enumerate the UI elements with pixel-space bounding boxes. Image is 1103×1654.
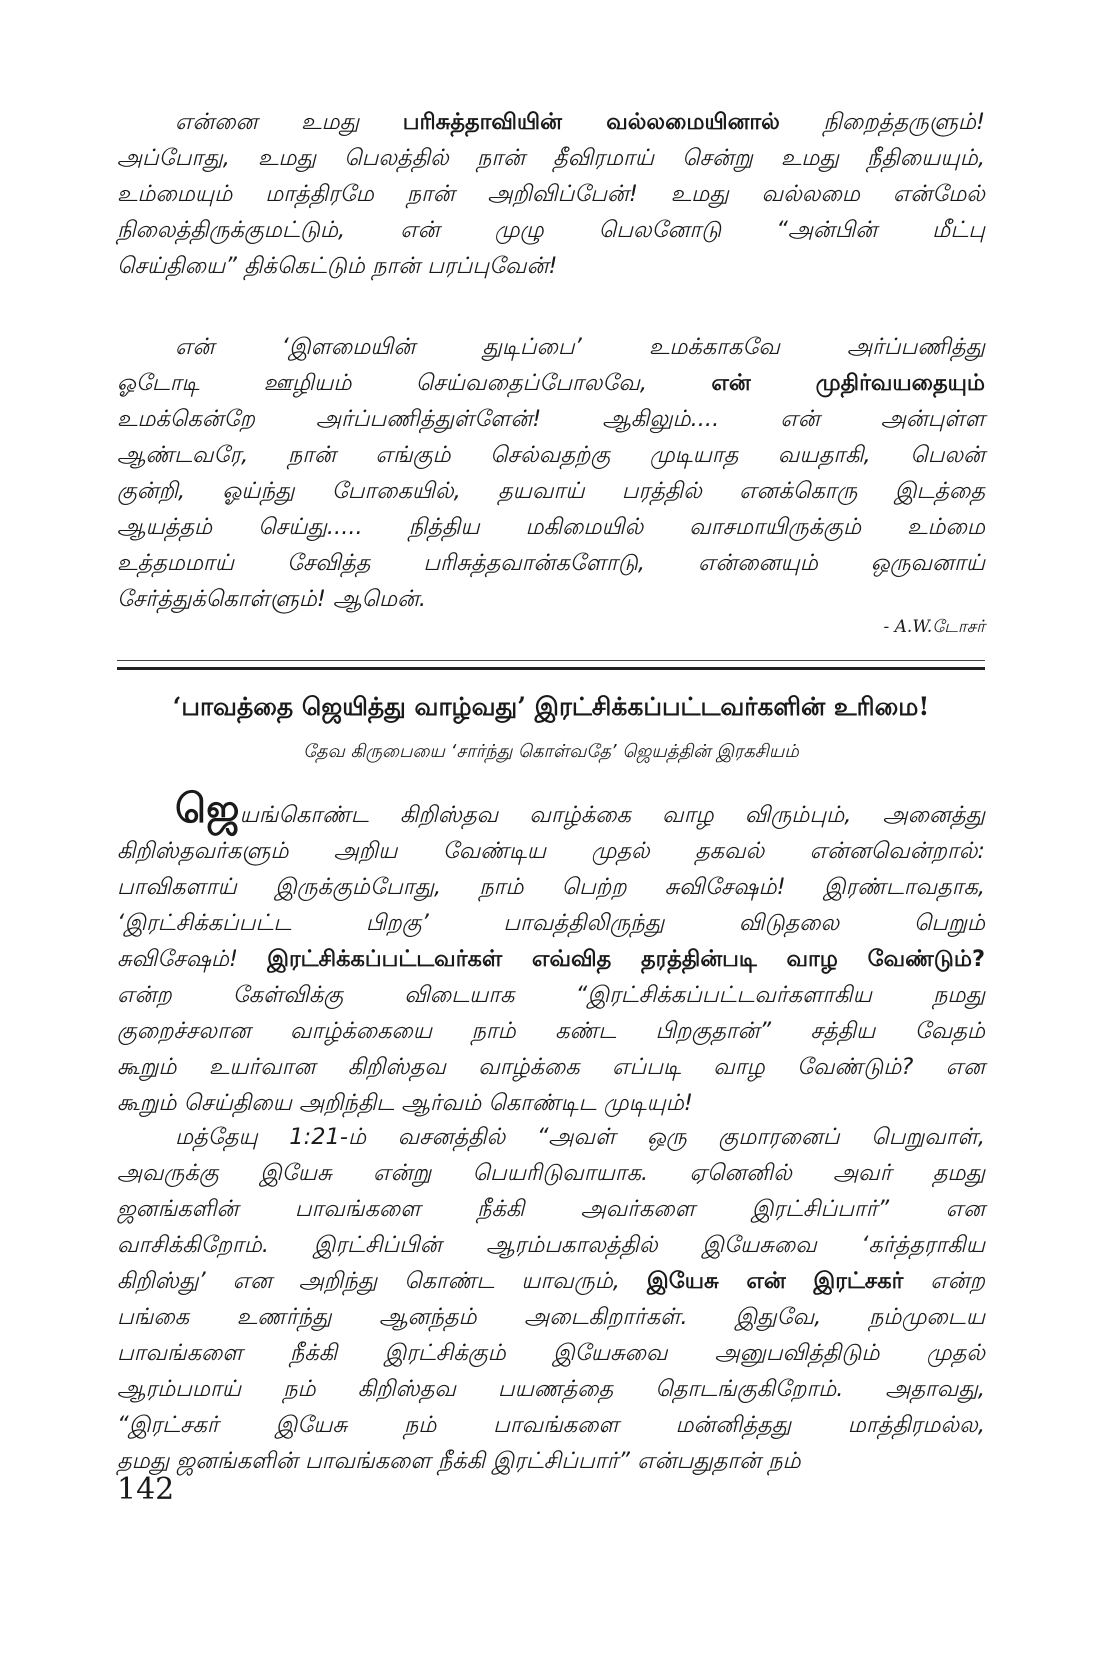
bold-text: இரட்சிக்கப்பட்டவர்கள் எவ்வித தரத்தின்படி வாழ வேண்டும்?	[267, 946, 985, 972]
text-span: பாவங்களை நீக்கி இரட்சிக்கும் இயேசுவை அனுபவித்திடும் முதல்	[117, 1340, 985, 1366]
text-line	[117, 437, 985, 473]
text-line	[117, 1299, 985, 1335]
prayer-paragraph-1	[117, 104, 985, 284]
bold-text: பரிசுத்தாவியின் வல்லமையினால்	[402, 109, 780, 135]
text-line	[117, 1227, 985, 1263]
text-span: செய்தியை” திக்கெட்டும் நான் பரப்புவேன்!	[117, 253, 558, 279]
text-span: ஆரம்பமாய் நம் கிறிஸ்தவ பயணத்தை தொடங்குகிறோம். அதாவது,	[117, 1376, 985, 1402]
text-span: குன்றி, ஓய்ந்து போகையில், தயவாய் பரத்தில் எனக்கொரு இடத்தை	[117, 478, 985, 504]
text-line	[117, 329, 985, 365]
bold-text: என் முதிர்வயதையும்	[711, 370, 985, 396]
text-span: தமது ஜனங்களின் பாவங்களை நீக்கி இரட்சிப்பார்” என்பதுதான் நம்	[117, 1448, 801, 1474]
text-line	[117, 1013, 985, 1049]
text-line	[117, 104, 985, 140]
page-number: 142	[117, 1472, 175, 1507]
text-line	[117, 473, 985, 509]
text-line	[117, 905, 985, 941]
text-line	[117, 140, 985, 176]
text-line	[117, 1119, 985, 1155]
text-span: சேர்த்துக்கொள்ளும்! ஆமென்.	[117, 586, 427, 612]
text-span: பங்கை உணர்ந்து ஆனந்தம் அடைகிறார்கள். இதுவே, நம்முடைய	[117, 1304, 985, 1330]
text-line	[117, 1049, 985, 1085]
text-span: ஆயத்தம் செய்து..... நித்திய மகிமையில் வாசமாயிருக்கும் உம்மை	[117, 514, 985, 540]
article-paragraph-2	[117, 1119, 985, 1479]
text-line	[117, 545, 985, 581]
text-span: ஜனங்களின் பாவங்களை நீக்கி அவர்களை இரட்சிப்பார்” என	[117, 1196, 985, 1222]
text-line	[117, 248, 985, 284]
drop-cap: ஜெ	[175, 786, 240, 832]
text-line	[117, 786, 985, 833]
text-span: உம்மையும் மாத்திரமே நான் அறிவிப்பேன்! உமது வல்லமை என்மேல்	[117, 181, 985, 207]
text-span: கிறிஸ்தவர்களும் அறிய வேண்டிய முதல் தகவல் என்னவென்றால்:	[117, 838, 985, 864]
article-paragraph-1	[117, 786, 985, 1121]
text-line	[117, 869, 985, 905]
text-span: கூறும் உயர்வான கிறிஸ்தவ வாழ்க்கை எப்படி வாழ வேண்டும்? என	[117, 1054, 985, 1080]
text-line	[117, 1371, 985, 1407]
text-span: குறைச்சலான வாழ்க்கையை நாம் கண்ட பிறகுதான்” சத்திய வேதம்	[117, 1018, 985, 1044]
text-span: அப்போது, உமது பெலத்தில் நான் தீவிரமாய் சென்று உமது நீதியையும்,	[117, 145, 985, 171]
text-line	[117, 941, 985, 977]
text-line	[117, 833, 985, 869]
text-span: உத்தமமாய் சேவித்த பரிசுத்தவான்களோடு, என்னையும் ஒருவனாய்	[117, 550, 985, 576]
text-span: என்ற	[903, 1268, 985, 1294]
article-title: ‘பாவத்தை ஜெயித்து வாழ்வது’ இரட்சிக்கப்பட்டவர்களின் உரிமை!	[172, 692, 930, 721]
text-line	[117, 1085, 985, 1121]
text-span: என்ற கேள்விக்கு விடையாக “இரட்சிக்கப்பட்டவர்களாகிய நமது	[117, 982, 985, 1008]
text-span: பாவிகளாய் இருக்கும்போது, நாம் பெற்ற சுவிசேஷம்! இரண்டாவதாக,	[117, 874, 985, 900]
text-span: என்னை உமது	[175, 109, 403, 135]
text-span: “இரட்சகர் இயேசு நம் பாவங்களை மன்னித்தது மாத்திரமல்ல,	[117, 1412, 985, 1438]
text-line	[117, 1155, 985, 1191]
text-span: ஓடோடி ஊழியம் செய்வதைப்போலவே,	[117, 370, 712, 396]
attribution: - A.W.டோசர்	[883, 617, 985, 637]
divider-thin	[117, 660, 985, 661]
text-span: என் ‘இளமையின் துடிப்பை’ உமக்காகவே அர்ப்பணித்து	[175, 334, 985, 360]
text-span: உமக்கென்றே அர்ப்பணித்துள்ளேன்! ஆகிலும்.... என் அன்புள்ள	[117, 406, 985, 432]
prayer-paragraph-2	[117, 329, 985, 617]
text-span: ‘இரட்சிக்கப்பட்ட பிறகு’ பாவத்திலிருந்து விடுதலை பெறும்	[117, 910, 985, 936]
text-line	[117, 176, 985, 212]
text-line	[117, 1335, 985, 1371]
text-line	[117, 581, 985, 617]
text-span: நிறைத்தருளும்!	[779, 109, 985, 135]
text-line	[117, 977, 985, 1013]
article-subtitle: தேவ கிருபையை ‘சார்ந்து கொள்வதே’ ஜெயத்தின் இரகசியம்	[303, 741, 799, 762]
text-span: கிறிஸ்து’ என அறிந்து கொண்ட யாவரும்,	[117, 1268, 647, 1294]
text-span: சுவிசேஷம்!	[117, 946, 268, 972]
text-line	[117, 1443, 985, 1479]
text-span: கூறும் செய்தியை அறிந்திட ஆர்வம் கொண்டிட முடியும்!	[117, 1090, 693, 1116]
text-line	[117, 212, 985, 248]
text-span: வாசிக்கிறோம். இரட்சிப்பின் ஆரம்பகாலத்தில் இயேசுவை ‘கர்த்தராகிய	[117, 1232, 985, 1258]
text-line	[117, 1263, 985, 1299]
text-span: அவருக்கு இயேசு என்று பெயரிடுவாயாக. ஏனெனில் அவர் தமது	[117, 1160, 985, 1186]
text-line	[117, 1407, 985, 1443]
text-line	[117, 1191, 985, 1227]
text-line	[117, 401, 985, 437]
text-span: ஆண்டவரே, நான் எங்கும் செல்வதற்கு முடியாத வயதாகி, பெலன்	[117, 442, 985, 468]
text-line	[117, 365, 985, 401]
text-span: மத்தேயு 1:21-ம் வசனத்தில் “அவள் ஒரு குமாரனைப் பெறுவாள்,	[175, 1124, 985, 1150]
text-line	[117, 509, 985, 545]
divider-thick	[117, 667, 985, 670]
text-span: யங்கொண்ட கிறிஸ்தவ வாழ்க்கை வாழ விரும்பும், அனைத்து	[239, 802, 985, 828]
bold-text: இயேசு என் இரட்சகர்	[646, 1268, 904, 1294]
text-span: நிலைத்திருக்குமட்டும், என் முழு பெலனோடு “அன்பின் மீட்பு	[117, 217, 985, 243]
